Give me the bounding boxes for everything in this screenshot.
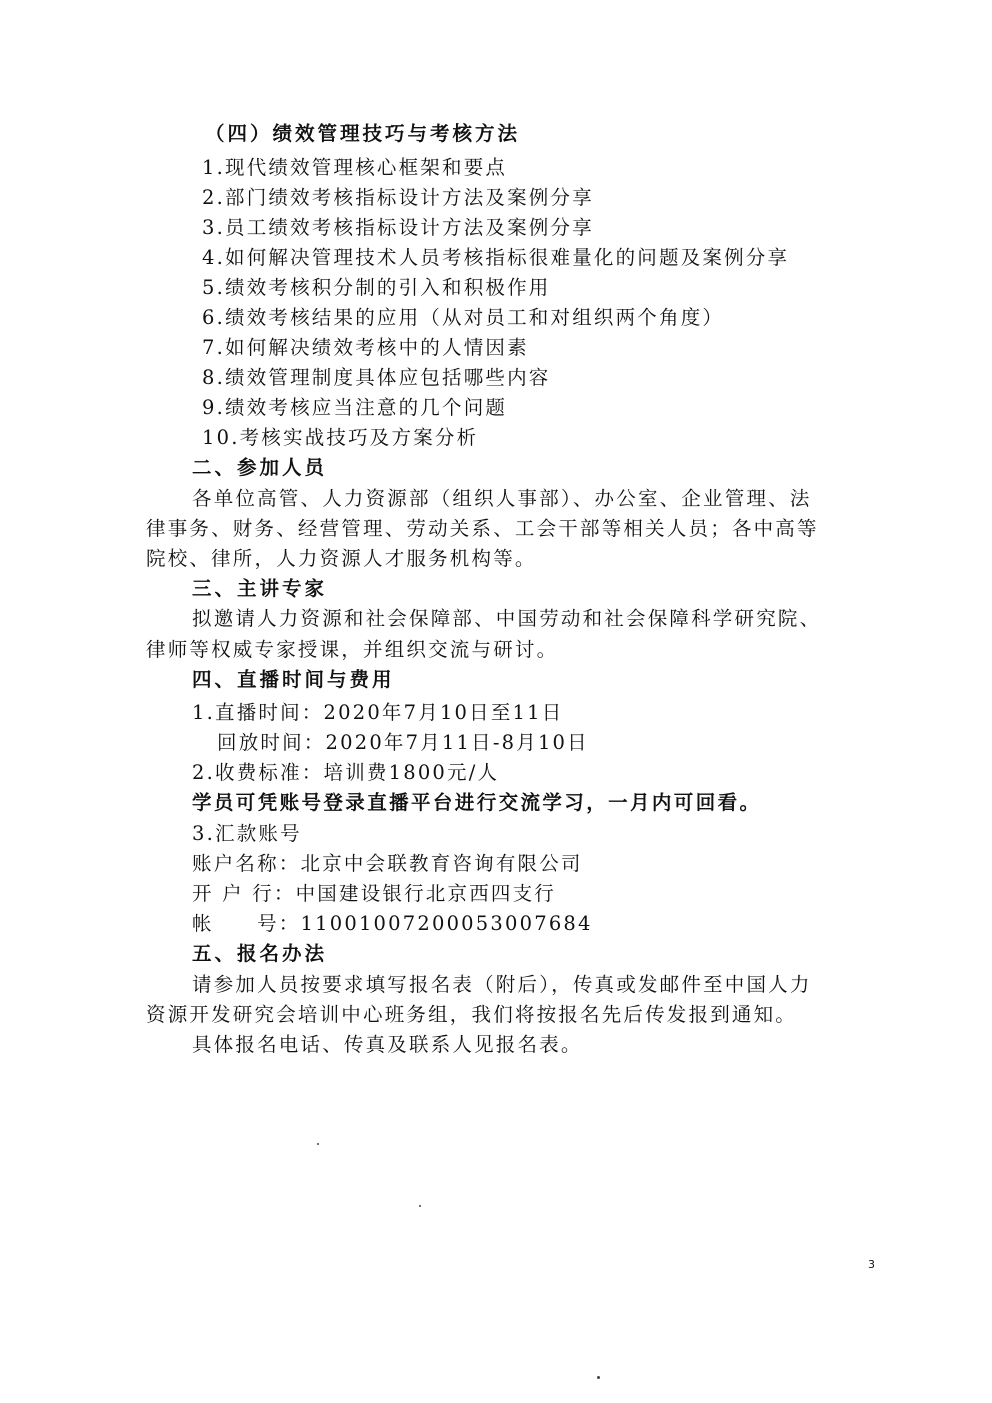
account-name-label: 账户名称： — [192, 852, 301, 875]
participants-line-2: 律事务、财务、经营管理、劳动关系、工会干部等相关人员；各中高等 — [146, 517, 819, 540]
section4-item-1: 1.现代绩效管理核心框架和要点 — [202, 156, 508, 179]
participants-line-3: 院校、律所，人力资源人才服务机构等。 — [146, 547, 537, 570]
experts-heading: 三、主讲专家 — [192, 577, 328, 600]
scan-speck — [317, 1143, 319, 1145]
section4-item-10: 10.考核实战技巧及方案分析 — [202, 426, 479, 449]
section4-item-5: 5.绩效考核积分制的引入和积极作用 — [202, 276, 551, 299]
account-number-value: 11001007200053007684 — [300, 912, 593, 935]
participants-heading: 二、参加人员 — [192, 456, 328, 479]
section4-item-6: 6.绩效考核结果的应用（从对员工和对组织两个角度） — [202, 306, 725, 329]
account-name-value: 北京中会联教育咨询有限公司 — [300, 852, 583, 875]
account-heading: 3.汇款账号 — [192, 822, 302, 845]
account-number-row — [192, 914, 593, 934]
section4-item-3: 3.员工绩效考核指标设计方法及案例分享 — [202, 216, 594, 239]
section4-item-8: 8.绩效管理制度具体应包括哪些内容 — [202, 366, 551, 389]
registration-heading: 五、报名办法 — [192, 942, 328, 965]
registration-line-3: 具体报名电话、传真及联系人见报名表。 — [192, 1033, 583, 1056]
replay-time: 回放时间：2020年7月11日-8月10日 — [217, 731, 589, 754]
scan-speck — [597, 1376, 600, 1379]
scan-speck — [419, 1205, 421, 1207]
account-name-row — [192, 854, 583, 874]
page-number: 3 — [868, 1258, 875, 1271]
section4-item-9: 9.绩效考核应当注意的几个问题 — [202, 396, 508, 419]
section4-item-2: 2.部门绩效考核指标设计方法及案例分享 — [202, 186, 594, 209]
bank-value: 中国建设银行北京西四支行 — [295, 882, 557, 905]
live-heading: 四、直播时间与费用 — [192, 668, 395, 691]
platform-notice: 学员可凭账号登录直播平台进行交流学习，一月内可回看。 — [192, 791, 762, 814]
experts-line-2: 律师等权威专家授课，并组织交流与研讨。 — [146, 638, 559, 661]
registration-line-2: 资源开发研究会培训中心班务组，我们将按报名先后传发报到通知。 — [146, 1003, 798, 1026]
section4-item-4: 4.如何解决管理技术人员考核指标很难量化的问题及案例分享 — [202, 246, 790, 269]
account-number-label: 帐 号： — [192, 912, 301, 935]
fee-standard: 2.收费标准：培训费1800元/人 — [192, 761, 500, 784]
registration-line-1: 请参加人员按要求填写报名表（附后），传真或发邮件至中国人力 — [192, 973, 812, 996]
bank-label: 开 户 行： — [192, 882, 296, 905]
broadcast-time: 1.直播时间：2020年7月10日至11日 — [192, 701, 564, 724]
experts-line-1: 拟邀请人力资源和社会保障部、中国劳动和社会保障科学研究院、 — [192, 607, 822, 630]
section4-item-7: 7.如何解决绩效考核中的人情因素 — [202, 336, 529, 359]
participants-line-1: 各单位高管、人力资源部（组织人事部）、办公室、企业管理、法 — [192, 487, 812, 510]
bank-row — [192, 884, 556, 904]
section4-heading: （四）绩效管理技巧与考核方法 — [205, 122, 521, 145]
